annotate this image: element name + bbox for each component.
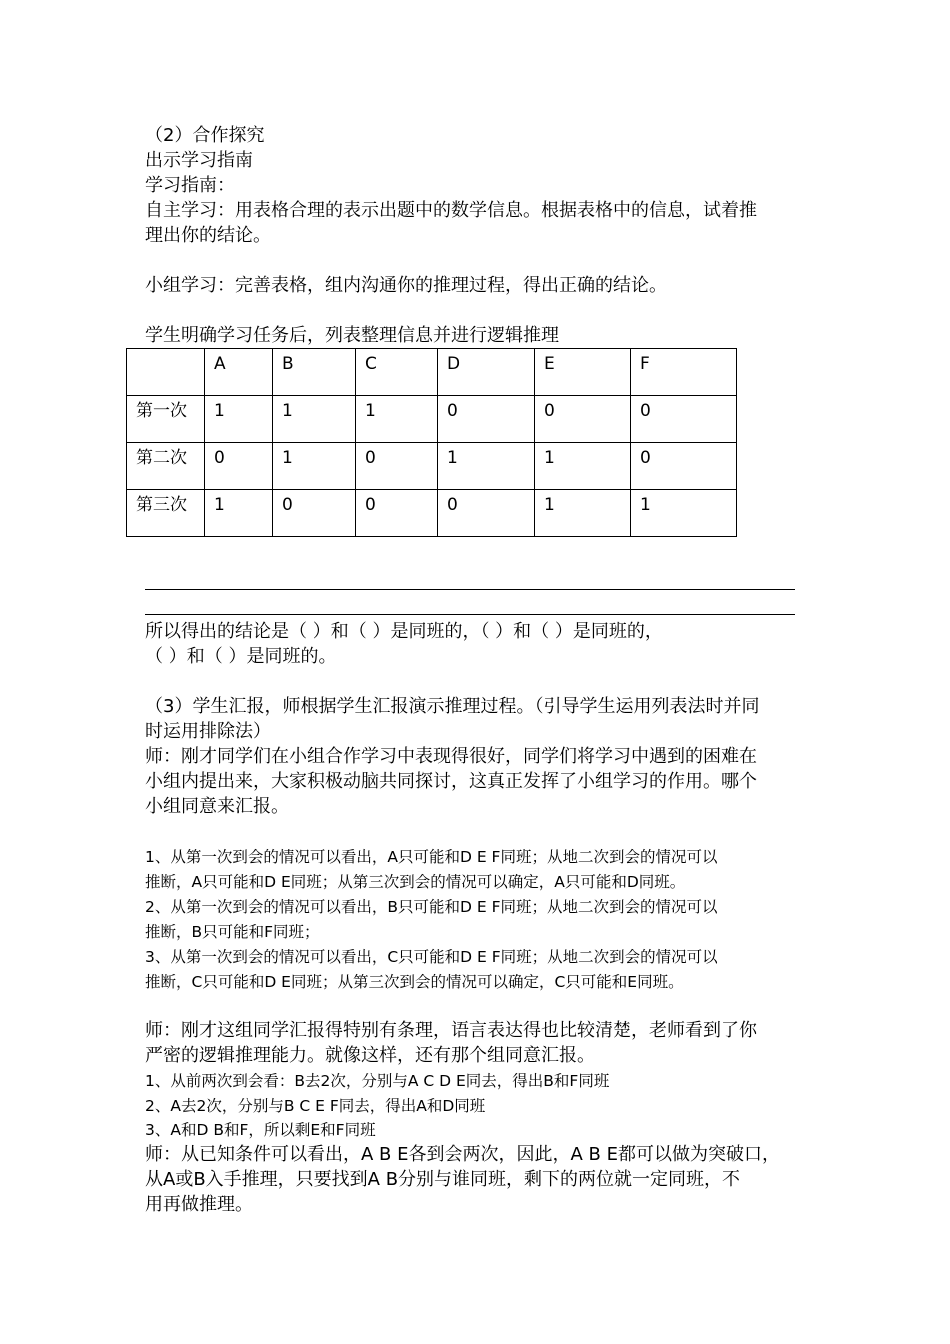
table-intro: 学生明确学习任务后，列表整理信息并进行逻辑推理 [145,325,559,346]
self-study-line-2: 理出你的结论。 [145,225,271,246]
table-header-cell: C [356,349,438,396]
table-header-cell: A [205,349,273,396]
teacher-text-3: 小组同意来汇报。 [145,796,289,817]
table-cell: 0 [205,443,273,490]
teacher-final-1: 师：从已知条件可以看出，A B E各到会两次，因此，A B E都可以做为突破口， [145,1144,780,1165]
table-cell: 0 [273,490,356,537]
group-study: 小组学习：完善表格，组内沟通你的推理过程，得出正确的结论。 [145,275,667,296]
table-header-cell [127,349,205,396]
report2-item2: 2、A去2次，分别与B C E F同去，得出A和D同班 [145,1097,486,1115]
table-cell: 1 [273,443,356,490]
report1-item3-a: 3、从第一次到会的情况可以看出，C只可能和D E F同班；从地二次到会的情况可以 [145,948,718,966]
table-cell: 0 [356,443,438,490]
section2-heading: （2）合作探究 [145,125,265,146]
section3-heading-2: 时运用排除法） [145,721,271,742]
table-header-cell: B [273,349,356,396]
guide-title: 出示学习指南 [145,150,253,171]
table-cell: 0 [438,396,535,443]
table-cell: 0 [535,396,631,443]
table-cell: 1 [356,396,438,443]
table-cell: 1 [205,490,273,537]
report1-item1-a: 1、从第一次到会的情况可以看出，A只可能和D E F同班；从地二次到会的情况可以 [145,848,718,866]
table-cell: 0 [631,443,737,490]
conclusion-line-1: 所以得出的结论是（ ）和（ ）是同班的，（ ）和（ ）是同班的， [145,621,663,642]
report2-item3: 3、A和D B和F，所以剩E和F同班 [145,1121,376,1139]
attendance-table [126,348,737,537]
table-header-cell: F [631,349,737,396]
conclusion-line-2: （ ）和（ ）是同班的。 [145,646,337,667]
table-row [127,490,737,537]
report1-item1-b: 推断，A只可能和D E同班；从第三次到会的情况可以确定，A只可能和D同班。 [145,873,686,891]
table-cell: 0 [631,396,737,443]
table-cell: 1 [205,396,273,443]
table-cell: 0 [438,490,535,537]
table-cell: 0 [356,490,438,537]
table-cell: 1 [631,490,737,537]
guide-label: 学习指南： [145,175,235,196]
report2-item1: 1、从前两次到会看：B去2次，分别与A C D E同去，得出B和F同班 [145,1072,610,1090]
table-row-label: 第二次 [127,443,205,490]
self-study-line-1: 自主学习：用表格合理的表示出题中的数学信息。根据表格中的信息，试着推 [145,200,757,221]
teacher-final-2: 从A或B入手推理，只要找到A B分别与谁同班，剩下的两位就一定同班，不 [145,1169,741,1190]
table-cell: 1 [535,490,631,537]
table-row [127,443,737,490]
teacher-text-2: 小组内提出来，大家积极动脑共同探讨，这真正发挥了小组学习的作用。哪个 [145,771,757,792]
table-header-row [127,349,737,396]
report1-item3-b: 推断，C只可能和D E同班；从第三次到会的情况可以确定，C只可能和E同班。 [145,973,684,991]
table-cell: 1 [535,443,631,490]
section3-heading-1: （3）学生汇报，师根据学生汇报演示推理过程。（引导学生运用列表法时并同 [145,696,760,717]
table-row-label: 第一次 [127,396,205,443]
teacher-text-1: 师：刚才同学们在小组合作学习中表现得很好，同学们将学习中遇到的困难在 [145,746,757,767]
teacher-comment-2: 严密的逻辑推理能力。就像这样，还有那个组同意汇报。 [145,1045,595,1066]
teacher-comment-1: 师：刚才这组同学汇报得特别有条理，语言表达得也比较清楚，老师看到了你 [145,1020,757,1041]
table-header-cell: E [535,349,631,396]
teacher-final-3: 用再做推理。 [145,1194,253,1215]
table-header-cell: D [438,349,535,396]
table-cell: 1 [273,396,356,443]
report1-item2-a: 2、从第一次到会的情况可以看出，B只可能和D E F同班；从地二次到会的情况可以 [145,898,718,916]
report1-item2-b: 推断，B只可能和F同班； [145,923,320,941]
table-row [127,396,737,443]
table-row-label: 第三次 [127,490,205,537]
answer-line-1 [145,589,795,590]
table-cell: 1 [438,443,535,490]
answer-line-2 [145,614,795,615]
